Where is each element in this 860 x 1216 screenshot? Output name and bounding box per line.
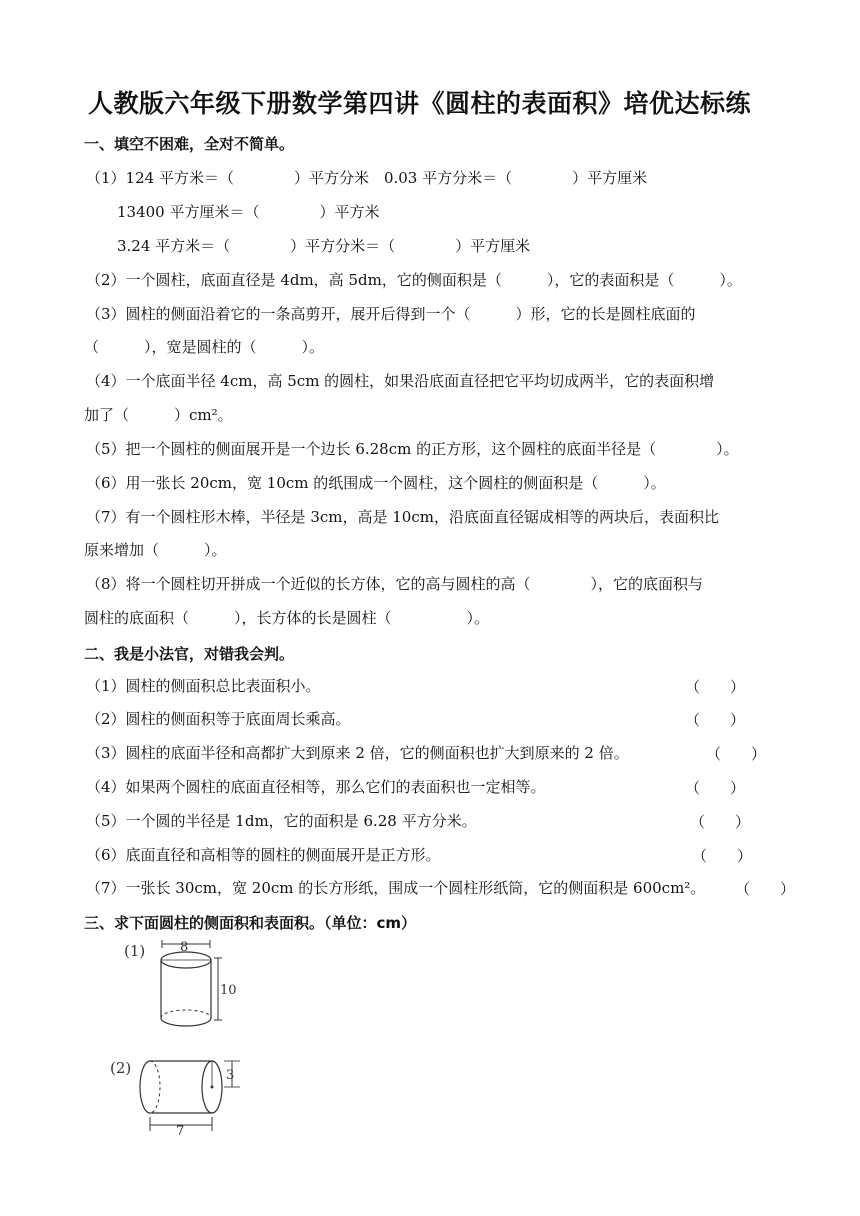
fill-line-6: （ ），宽是圆柱的（ ）。: [84, 338, 325, 356]
cylinder-figure-1: [120, 938, 250, 1028]
cylinder-2-drawing: [108, 1055, 258, 1135]
fill-line-1: （1）124 平方米＝（ ）平方分米 0.03 平方分米＝（ ）平方厘米: [86, 169, 648, 187]
fill-line-3: 3.24 平方米＝（ ）平方分米＝（ ）平方厘米: [117, 237, 531, 255]
fill-line-8: 加了（ ）cm²。: [84, 406, 233, 424]
judge-answer-7[interactable]: （ ）: [735, 880, 796, 898]
fill-line-14: 圆柱的底面积（ ），长方体的长是圆柱（ ）。: [84, 609, 490, 627]
judge-answer-1[interactable]: （ ）: [685, 678, 746, 696]
judge-item-2: （2）圆柱的侧面积等于底面周长乘高。: [86, 710, 351, 728]
section-3-heading: 三、求下面圆柱的侧面积和表面积。（单位：cm）: [84, 914, 417, 932]
fill-line-12: 原来增加（ ）。: [84, 541, 227, 559]
page-title: 人教版六年级下册数学第四讲《圆柱的表面积》培优达标练: [88, 89, 752, 118]
section-1-heading: 一、填空不困难，全对不简单。: [84, 135, 295, 153]
fill-line-10: （6）用一张长 20cm，宽 10cm 的纸围成一个圆柱，这个圆柱的侧面积是（ ）。: [86, 474, 666, 492]
fill-line-13: （8）将一个圆柱切开拼成一个近似的长方体，它的高与圆柱的高（ ），它的底面积与: [86, 575, 704, 593]
cylinder-figure-2: [108, 1055, 258, 1135]
figure-2-label: (2): [110, 1059, 132, 1077]
fill-line-9: （5）把一个圆柱的侧面展开是一个边长 6.28cm 的正方形，这个圆柱的底面半径是（ ）。: [86, 440, 739, 458]
judge-item-4: （4）如果两个圆柱的底面直径相等，那么它们的表面积也一定相等。: [86, 778, 546, 796]
judge-item-6: （6）底面直径和高相等的圆柱的侧面展开是正方形。: [86, 846, 441, 864]
judge-item-5: （5）一个圆的半径是 1dm，它的面积是 6.28 平方分米。: [86, 812, 477, 830]
judge-answer-4[interactable]: （ ）: [685, 779, 746, 797]
fill-line-4: （2）一个圆柱，底面直径是 4dm，高 5dm，它的侧面积是（ ），它的表面积是（ ）。: [86, 271, 742, 289]
fill-line-11: （7）有一个圆柱形木棒，半径是 3cm，高是 10cm，沿底面直径锯成相等的两块后，表面积比: [86, 508, 719, 526]
judge-answer-5[interactable]: （ ）: [690, 813, 751, 831]
fill-line-7: （4）一个底面半径 4cm，高 5cm 的圆柱，如果沿底面直径把它平均切成两半，它的表面积增: [86, 372, 715, 390]
figure-2-radius: 3: [226, 1068, 235, 1083]
section-2-heading: 二、我是小法官，对错我会判。: [84, 645, 295, 663]
judge-item-3: （3）圆柱的底面半径和高都扩大到原来 2 倍，它的侧面积也扩大到原来的 2 倍。: [86, 744, 629, 762]
judge-answer-3[interactable]: （ ）: [706, 745, 767, 763]
judge-answer-6[interactable]: （ ）: [692, 847, 753, 865]
fill-line-5: （3）圆柱的侧面沿着它的一条高剪开，展开后得到一个（ ）形，它的长是圆柱底面的: [86, 305, 696, 323]
figure-1-label: (1): [124, 942, 146, 960]
figure-1-height: 10: [220, 983, 237, 998]
judge-item-1: （1）圆柱的侧面积总比表面积小。: [86, 677, 321, 695]
judge-answer-2[interactable]: （ ）: [685, 711, 746, 729]
cylinder-1-drawing: [120, 938, 250, 1028]
fill-line-2: 13400 平方厘米＝（ ）平方米: [117, 203, 380, 221]
figure-1-diameter: 8: [180, 940, 189, 955]
figure-2-length: 7: [176, 1124, 185, 1135]
judge-item-7: （7）一张长 30cm，宽 20cm 的长方形纸，围成一个圆柱形纸筒，它的侧面积是 600cm²。: [86, 879, 706, 897]
